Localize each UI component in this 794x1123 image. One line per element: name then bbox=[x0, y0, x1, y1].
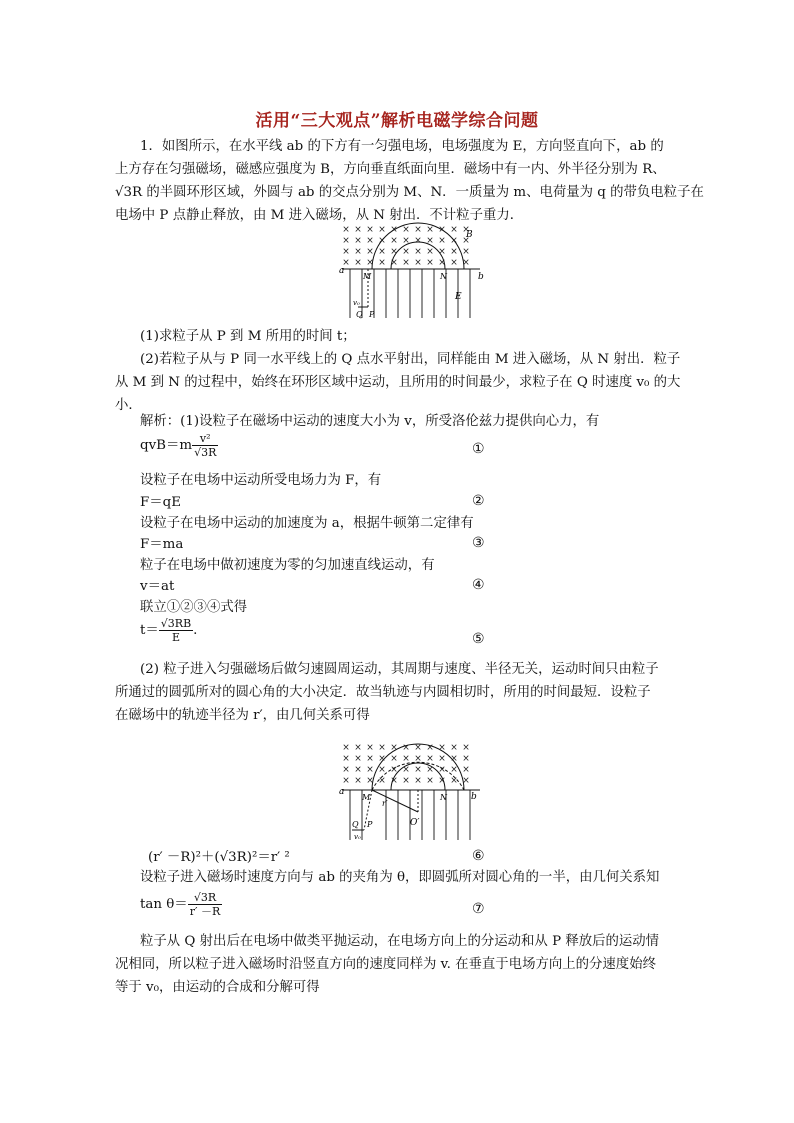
label-r-prime: r′ bbox=[382, 799, 388, 808]
solution-line-4: 粒子在电场中做初速度为零的匀加速直线运动，有 bbox=[140, 558, 435, 573]
label-Q: Q bbox=[356, 310, 363, 319]
page-title: 活用“三大观点”解析电磁学综合问题 bbox=[255, 111, 539, 131]
question-2-line-1: (2)若粒子从与 P 同一水平线上的 Q 点水平射出，同样能由 M 进入磁场，从 N 射出．粒子 bbox=[140, 352, 681, 367]
eq7-left: tan θ＝ bbox=[140, 897, 188, 912]
part2-line-3: 在磁场中的轨迹半径为 r′，由几何关系可得 bbox=[115, 708, 370, 723]
svg-text:×: × bbox=[366, 743, 374, 753]
part3-line-3: 等于 v₀，由运动的合成和分解可得 bbox=[115, 980, 320, 995]
equation-1 bbox=[140, 432, 218, 459]
mark-2: ② bbox=[472, 493, 485, 509]
svg-text:×: × bbox=[402, 225, 410, 235]
label-Q-2: Q bbox=[352, 820, 359, 829]
svg-text:×: × bbox=[354, 743, 362, 753]
equation-4: v＝at bbox=[140, 579, 175, 594]
svg-text:×: × bbox=[450, 743, 458, 753]
equation-7 bbox=[140, 891, 222, 918]
svg-text:×: × bbox=[354, 225, 362, 235]
label-a-2: a bbox=[339, 787, 345, 797]
mark-1: ① bbox=[472, 441, 485, 457]
svg-text:×: × bbox=[426, 743, 434, 753]
svg-text:×: × bbox=[438, 743, 446, 753]
equation-5: t＝ $\frac{√3RB}{E}$ . bbox=[140, 617, 198, 644]
eq5-fraction: $\frac{√3RB}{E}$ bbox=[160, 617, 192, 644]
question-2-line-3: 小． bbox=[115, 398, 142, 413]
problem-line-1: 1．如图所示，在水平线 ab 的下方有一匀强电场，电场强度为 E，方向竖直向下，ab 的 bbox=[140, 139, 664, 154]
eq7-fraction: $\frac{√3R}{r' -R}$ bbox=[189, 891, 221, 918]
magnetic-field-crosses-2 bbox=[342, 743, 470, 786]
mark-4: ④ bbox=[472, 577, 485, 593]
magnetic-field-crosses bbox=[342, 225, 470, 268]
question-2-line-2: 从 M 到 N 的过程中，始终在环形区域中运动，且所用的时间最少，求粒子在 Q 时速度 v₀ 的大 bbox=[115, 375, 681, 390]
svg-text:×: × bbox=[366, 225, 374, 235]
svg-text:×: × bbox=[462, 225, 470, 235]
equation-2: F＝qE bbox=[140, 495, 182, 510]
eq1-fraction: $\frac{\text{v²}}{√3R}$ bbox=[194, 432, 217, 459]
label-E: E bbox=[455, 292, 462, 302]
label-P: P bbox=[369, 310, 375, 319]
svg-text:×: × bbox=[414, 225, 422, 235]
label-M-2: M bbox=[362, 793, 371, 802]
label-v0: v₀ bbox=[353, 299, 360, 307]
question-1: (1)求粒子从 P 到 M 所用的时间 t； bbox=[140, 329, 356, 344]
solution-line-3: 设粒子在电场中运动的加速度为 a，根据牛顿第二定律有 bbox=[140, 516, 474, 531]
mark-6: ⑥ bbox=[472, 848, 485, 864]
svg-text:×: × bbox=[390, 743, 398, 753]
figure-1-diagram bbox=[338, 222, 483, 322]
svg-text:×: × bbox=[342, 225, 350, 235]
mark-5: ⑤ bbox=[472, 631, 485, 647]
equation-6: (r′ －R)²＋(√3R)²＝r′ ² bbox=[148, 850, 290, 865]
label-v0-2: v₀ bbox=[354, 833, 361, 841]
problem-line-2: 上方存在匀强磁场，磁感应强度为 B，方向垂直纸面向里．磁场中有一内、外半径分别为 R、 bbox=[115, 162, 666, 177]
eq5-left: t＝ bbox=[140, 623, 159, 638]
part3-line-1: 粒子从 Q 射出后在电场中做类平抛运动，在电场方向上的分运动和从 P 释放后的运动情 bbox=[140, 934, 660, 949]
part2-line-2: 所通过的圆弧所对的圆心角的大小决定．故当轨迹与内圆相切时，所用的时间最短．设粒子 bbox=[115, 685, 651, 700]
label-a: a bbox=[339, 266, 345, 276]
mark-7: ⑦ bbox=[472, 901, 485, 917]
label-P-2: P bbox=[367, 820, 373, 829]
svg-text:×: × bbox=[390, 225, 398, 235]
problem-line-4: 电场中 P 点静止释放，由 M 进入磁场，从 N 射出．不计粒子重力． bbox=[115, 208, 524, 223]
figure-2-diagram bbox=[338, 740, 483, 844]
label-b: b bbox=[478, 272, 484, 282]
svg-text:×: × bbox=[378, 225, 386, 235]
eq1-left: qvB＝m bbox=[140, 438, 193, 453]
svg-text:×: × bbox=[378, 743, 386, 753]
solution-line-2: 设粒子在电场中运动所受电场力为 F，有 bbox=[140, 473, 382, 488]
svg-text:×: × bbox=[462, 743, 470, 753]
svg-text:×: × bbox=[414, 743, 422, 753]
svg-text:×: × bbox=[438, 225, 446, 235]
svg-text:×: × bbox=[342, 743, 350, 753]
svg-text:×: × bbox=[402, 743, 410, 753]
solution-line-1: 解析：(1)设粒子在磁场中运动的速度大小为 v，所受洛伦兹力提供向心力，有 bbox=[140, 414, 600, 429]
label-B: B bbox=[466, 230, 473, 240]
part3-line-2: 况相同，所以粒子进入磁场时沿竖直方向的速度同样为 v. 在垂直于电场方向上的分速度始终 bbox=[115, 957, 656, 972]
label-b-2: b bbox=[471, 792, 477, 802]
solution-line-7: 设粒子进入磁场时速度方向与 ab 的夹角为 θ，即圆弧所对圆心角的一半，由几何关系知 bbox=[140, 870, 660, 885]
radius-line bbox=[372, 790, 418, 812]
solution-line-5: 联立①②③④式得 bbox=[140, 600, 248, 615]
part2-line-1: (2) 粒子进入匀强磁场后做匀速圆周运动，其周期与速度、半径无关，运动时间只由粒子 bbox=[140, 662, 659, 677]
problem-line-3: √3R 的半圆环形区域，外圆与 ab 的交点分别为 M、N．一质量为 m、电荷量为 q 的带负电粒子在 bbox=[115, 185, 704, 200]
svg-text:×: × bbox=[450, 225, 458, 235]
label-N: N bbox=[440, 272, 447, 281]
mark-3: ③ bbox=[472, 535, 485, 551]
label-M: M bbox=[363, 272, 372, 281]
svg-text:×: × bbox=[426, 225, 434, 235]
label-O-prime: O′ bbox=[410, 818, 420, 828]
equation-3: F＝ma bbox=[140, 537, 184, 552]
label-N-2: N bbox=[440, 793, 447, 802]
